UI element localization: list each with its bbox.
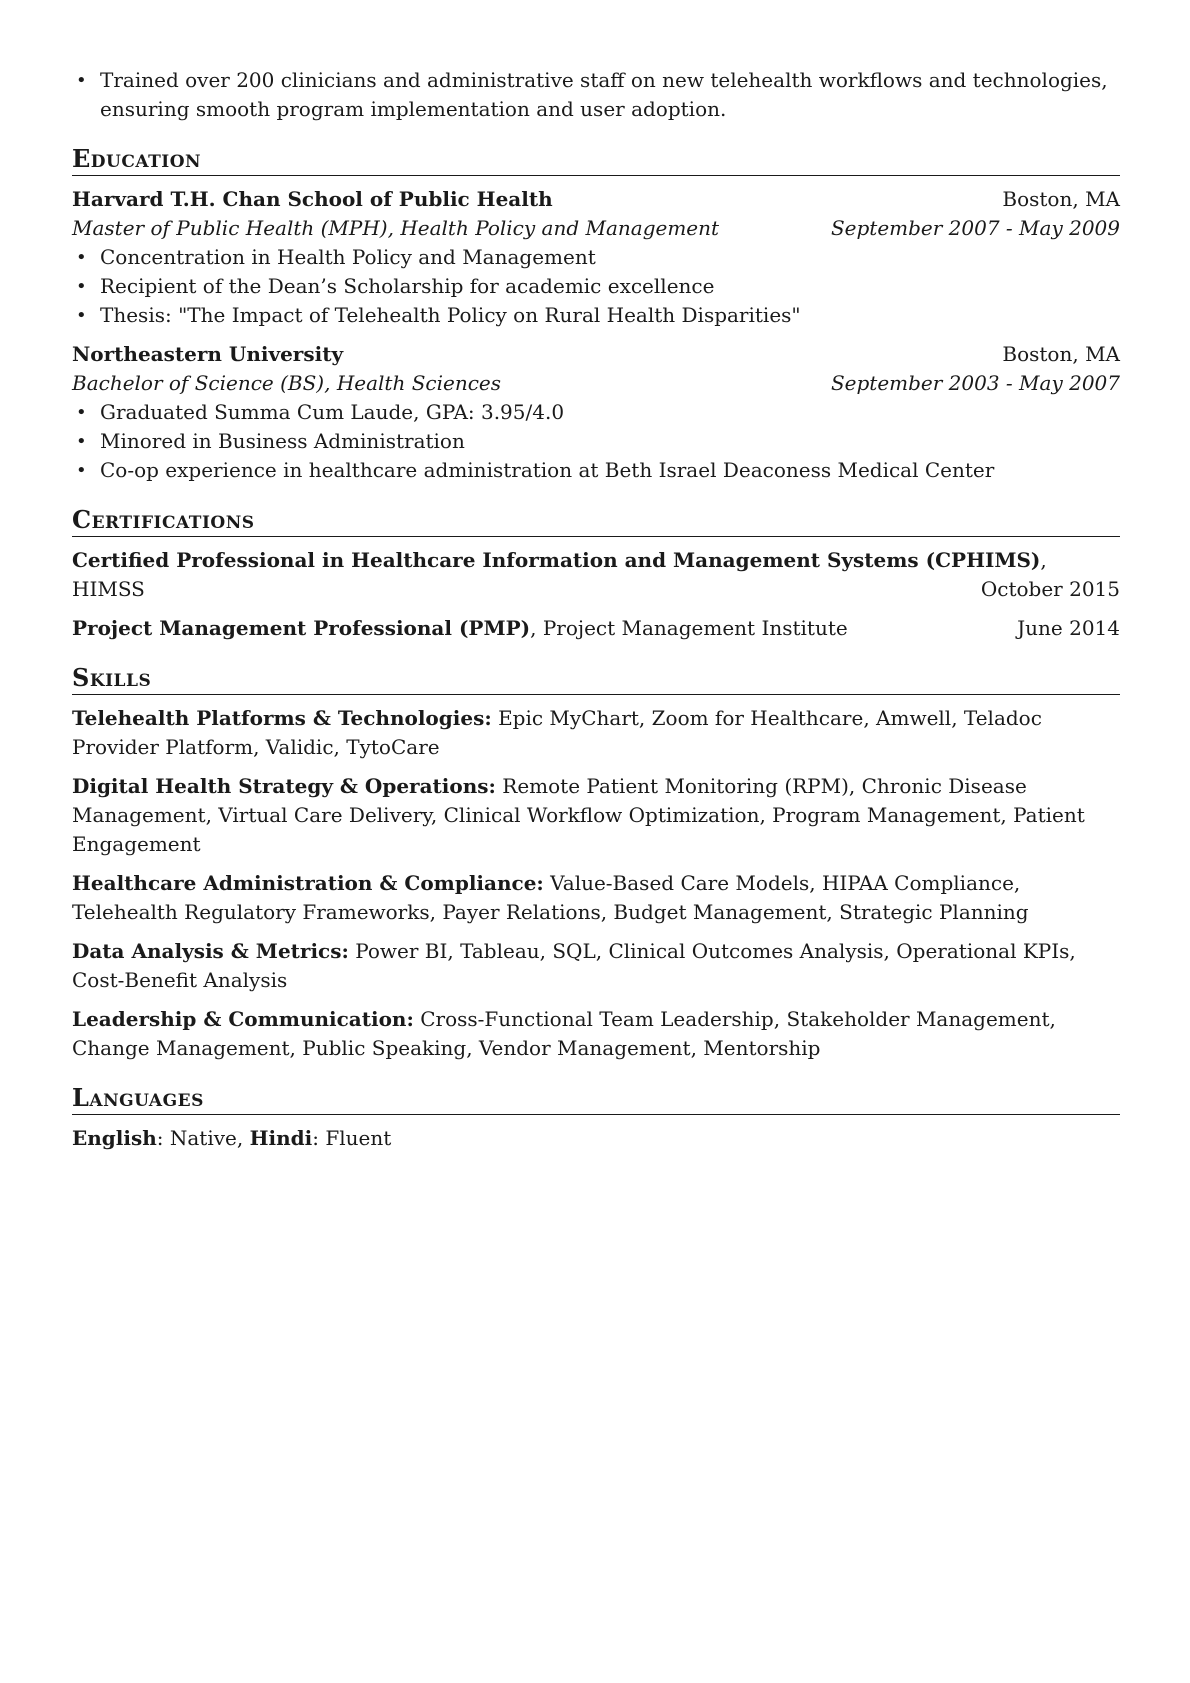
languages-line <box>72 1124 1120 1153</box>
education-bullet: • Thesis: "The Impact of Telehealth Policy on Rural Health Disparities" <box>72 301 1120 330</box>
language-name: Hindi <box>249 1126 313 1150</box>
education-bullet: • Minored in Business Administration <box>72 427 1120 456</box>
institution-location: Boston, MA <box>1002 187 1120 211</box>
education-bullet: • Concentration in Health Policy and Management <box>72 243 1120 272</box>
skill-category: Healthcare Administration & Compliance: <box>72 871 544 895</box>
skill-line <box>72 704 1120 762</box>
language-name: English <box>72 1126 157 1150</box>
skills-heading: Skills <box>72 663 1120 695</box>
education-entry-header <box>72 185 1120 214</box>
skill-text: Remote Patient Monitoring (RPM), Chronic Disease Management, Virtual Care Delivery, Clinical Workflow Optimization, Program Management, Patient Engagement <box>72 774 1085 856</box>
education-entry <box>72 340 1120 485</box>
education-bullets <box>72 398 1120 485</box>
experience-tail-bullets <box>72 66 1120 124</box>
certification-name: Certified Professional in Healthcare Information and Management Systems (CPHIMS) <box>72 548 1041 572</box>
education-bullets <box>72 243 1120 330</box>
skill-line <box>72 772 1120 859</box>
language-colon: : <box>156 1126 170 1150</box>
education-entry-subheader <box>72 369 1120 398</box>
certification-name: Project Management Professional (PMP) <box>72 616 531 640</box>
institution-name: Northeastern University <box>72 342 344 366</box>
languages-heading: Languages <box>72 1083 1120 1115</box>
resume-content <box>72 66 1120 1153</box>
certification-name-group: Project Management Professional (PMP), Project Management Institute <box>72 616 848 640</box>
skill-line <box>72 869 1120 927</box>
degree-dates: September 2003 - May 2007 <box>830 371 1120 395</box>
language-colon: : <box>312 1126 326 1150</box>
education-heading: Education <box>72 144 1120 176</box>
skill-category: Telehealth Platforms & Technologies: <box>72 706 492 730</box>
skill-category: Digital Health Strategy & Operations: <box>72 774 496 798</box>
education-bullet: • Recipient of the Dean’s Scholarship for academic excellence <box>72 272 1120 301</box>
certification-title-line <box>72 614 1120 643</box>
skill-text: Value-Based Care Models, HIPAA Compliance, Telehealth Regulatory Frameworks, Payer Relations, Budget Management, Strategic Planning <box>72 871 1029 924</box>
skill-category: Data Analysis & Metrics: <box>72 939 349 963</box>
language-separator: , <box>236 1126 250 1150</box>
certification-item <box>72 614 1120 643</box>
certification-date: June 2014 <box>1017 616 1120 640</box>
certification-item <box>72 546 1120 604</box>
skill-line <box>72 1005 1120 1063</box>
certification-title-line <box>72 546 1120 575</box>
degree-name: Bachelor of Science (BS), Health Sciences <box>72 371 502 395</box>
certification-issuer: HIMSS <box>72 577 145 601</box>
education-bullet: • Co-op experience in healthcare administration at Beth Israel Deaconess Medical Center <box>72 456 1120 485</box>
institution-name: Harvard T.H. Chan School of Public Health <box>72 187 553 211</box>
education-entry <box>72 185 1120 330</box>
experience-bullet: • Trained over 200 clinicians and administrative staff on new telehealth workflows and technologies, ensuring smooth program implementation and user adoption. <box>72 66 1120 124</box>
degree-dates: September 2007 - May 2009 <box>830 216 1120 240</box>
skill-text: Power BI, Tableau, SQL, Clinical Outcomes Analysis, Operational KPIs, Cost-Benefit Analysis <box>72 939 1076 992</box>
certifications-heading: Certifications <box>72 505 1120 537</box>
skill-category: Leadership & Communication: <box>72 1007 414 1031</box>
certification-date: October 2015 <box>980 577 1120 601</box>
education-entry-subheader <box>72 214 1120 243</box>
certification-detail-line <box>72 575 1120 604</box>
certification-issuer: Project Management Institute <box>542 616 848 640</box>
education-entry-header <box>72 340 1120 369</box>
skill-line <box>72 937 1120 995</box>
certification-separator: , <box>1040 548 1047 572</box>
education-bullet: • Graduated Summa Cum Laude, GPA: 3.95/4.0 <box>72 398 1120 427</box>
language-level: Fluent <box>325 1126 392 1150</box>
skill-text: Epic MyChart, Zoom for Healthcare, Amwell, Teladoc Provider Platform, Validic, TytoCare <box>72 706 1042 759</box>
skill-text: Cross-Functional Team Leadership, Stakeholder Management, Change Management, Public Speaking, Vendor Management, Mentorship <box>72 1007 1056 1060</box>
language-level: Native <box>169 1126 237 1150</box>
institution-location: Boston, MA <box>1002 342 1120 366</box>
degree-name: Master of Public Health (MPH), Health Policy and Management <box>72 216 720 240</box>
